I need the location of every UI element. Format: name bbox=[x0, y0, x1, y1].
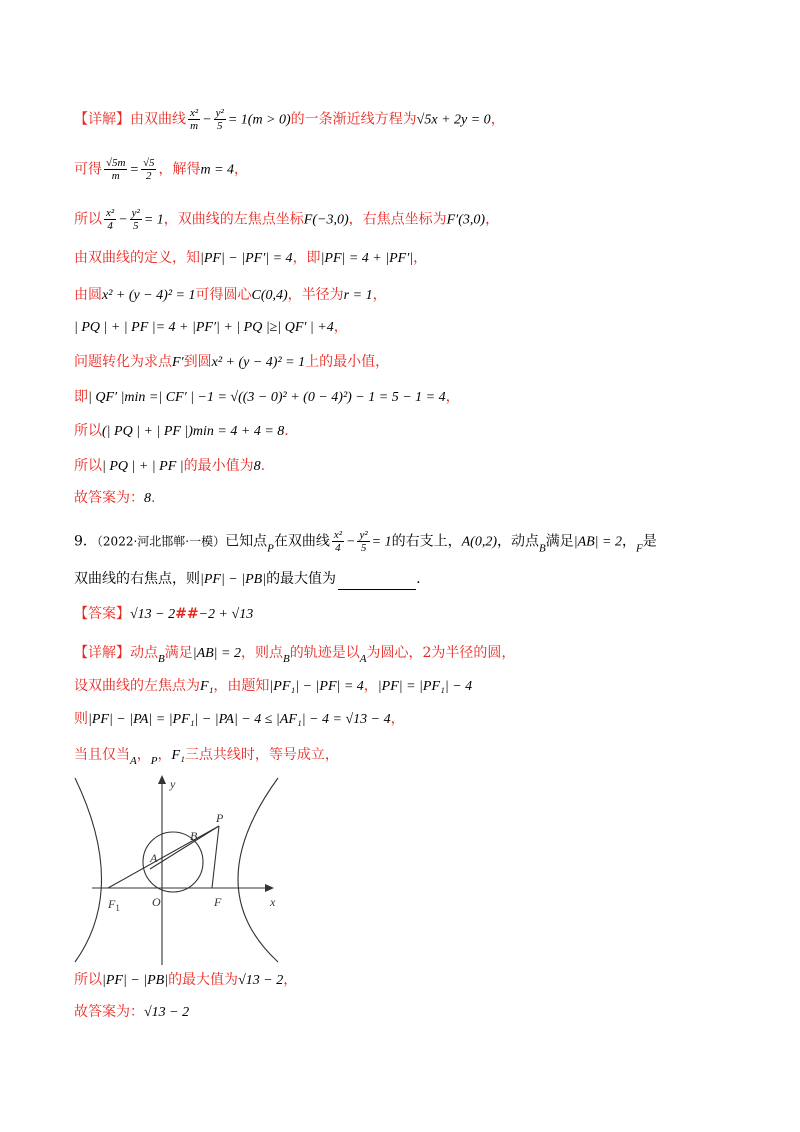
solution-line-5 bbox=[74, 285, 387, 306]
denominator: 4 bbox=[335, 542, 341, 554]
math: |PF| = |PF₁| − 4 bbox=[377, 679, 473, 694]
hyperbola-left-branch bbox=[75, 778, 102, 962]
answer-tag: 【答案】 bbox=[74, 606, 130, 622]
math: |PF₁| − |PF| = 4 bbox=[269, 679, 364, 694]
math: = 1 bbox=[143, 212, 164, 228]
label-F1 bbox=[107, 897, 120, 913]
text: ， bbox=[234, 161, 249, 178]
label-F1-subscript: 1 bbox=[115, 903, 120, 913]
math: = 1 bbox=[371, 534, 392, 550]
math: m = 4 bbox=[200, 162, 235, 178]
text: ， bbox=[485, 211, 500, 228]
denominator: 5 bbox=[216, 120, 223, 132]
fraction-x2-over-4 bbox=[104, 207, 116, 232]
text: ， bbox=[390, 711, 405, 727]
answer-separator: ## bbox=[175, 606, 199, 622]
math: P bbox=[150, 755, 158, 767]
text: ， bbox=[413, 250, 428, 266]
denominator: m bbox=[190, 120, 199, 132]
solution-line-2 bbox=[74, 157, 248, 182]
text: 问题转化为求点 bbox=[74, 354, 172, 370]
denominator: 2 bbox=[145, 170, 152, 182]
fraction-y2-over-5 bbox=[357, 529, 369, 554]
text: 的最大值为 bbox=[266, 571, 337, 587]
text: 由双曲线 bbox=[130, 111, 186, 128]
text: 满足 bbox=[164, 645, 193, 661]
hyperbola-right-branch bbox=[238, 778, 278, 962]
text: 即 bbox=[74, 389, 88, 405]
denominator: m bbox=[111, 170, 120, 182]
hyperbola-figure bbox=[70, 770, 285, 970]
math: | PQ | + | PF | bbox=[102, 459, 184, 474]
math: √13 − 2 bbox=[144, 1005, 190, 1020]
numerator: x² bbox=[333, 529, 343, 541]
text: 为圆心，2为半径的圆， bbox=[366, 645, 516, 661]
math: |PF| − |PB| bbox=[200, 572, 267, 587]
detail-line-1 bbox=[74, 643, 515, 669]
text: 满足 bbox=[545, 533, 574, 550]
label-A: A bbox=[150, 851, 158, 865]
math: r = 1 bbox=[343, 288, 373, 303]
math: = bbox=[129, 162, 139, 178]
numerator: x² bbox=[106, 207, 115, 219]
label-P: P bbox=[216, 811, 224, 825]
text: ， bbox=[372, 287, 387, 303]
numerator: √5 bbox=[142, 157, 155, 169]
numerator: x² bbox=[190, 107, 199, 119]
text: ，即 bbox=[292, 250, 321, 266]
text: 的最大值为 bbox=[168, 972, 239, 988]
text: 由圆 bbox=[74, 287, 102, 303]
text: ，则点 bbox=[240, 645, 283, 661]
text: ，双曲线的左焦点坐标 bbox=[163, 211, 304, 228]
text: 上的最小值， bbox=[305, 354, 390, 370]
detail-line-3 bbox=[74, 709, 405, 730]
math: F′ bbox=[172, 355, 184, 370]
math: A bbox=[359, 653, 367, 665]
text: 可得 bbox=[74, 161, 102, 178]
segment-P-F bbox=[212, 826, 219, 888]
label-F1-letter: F bbox=[108, 897, 116, 911]
solution-line-11 bbox=[74, 488, 155, 509]
text: ， bbox=[490, 111, 505, 128]
math: F′(3,0) bbox=[446, 212, 486, 228]
question-number: 9． bbox=[74, 533, 97, 550]
label-F: F bbox=[214, 895, 222, 909]
text: 当且仅当 bbox=[74, 747, 130, 763]
denominator: 5 bbox=[360, 542, 367, 554]
answer-line bbox=[74, 604, 253, 625]
text: ， bbox=[136, 747, 151, 763]
fraction-x2-over-m bbox=[188, 107, 200, 132]
math: A(0,2) bbox=[461, 534, 497, 550]
math: (| PQ | + | PF |)min = 4 + 4 = 8 bbox=[102, 424, 285, 439]
text: ，解得 bbox=[158, 161, 201, 178]
math: B bbox=[539, 542, 546, 555]
text: 的右支上， bbox=[391, 533, 462, 550]
solution-line-1: 【详解】由双曲线 $\frac{\text{x²}}{m}$ − $\frac{\text{y²}}{5}$ = 1(m > 0)的一条渐近线方程为√5x + 2y = 0， bbox=[74, 107, 505, 132]
text: 的最小值为 bbox=[183, 458, 254, 474]
text: 到圆 bbox=[183, 354, 212, 370]
denominator: 5 bbox=[132, 220, 139, 232]
solution-line-6 bbox=[74, 317, 348, 338]
y-axis-arrow bbox=[158, 775, 166, 784]
text: 动点 bbox=[130, 645, 158, 661]
text: 故答案为： bbox=[74, 1004, 144, 1020]
text: ，由题知 bbox=[213, 678, 270, 694]
text: ， bbox=[333, 319, 348, 335]
math: C(0,4) bbox=[251, 288, 288, 303]
solution-line-8 bbox=[74, 387, 460, 408]
math: 8 bbox=[253, 459, 261, 474]
text: ， bbox=[621, 533, 636, 550]
text: 在双曲线 bbox=[273, 533, 330, 550]
text: 的轨迹是以 bbox=[289, 645, 360, 661]
math: 8 bbox=[144, 491, 151, 506]
fraction-sqrt5m-over-m bbox=[104, 157, 127, 182]
text: 可得圆心 bbox=[195, 287, 252, 303]
math: A bbox=[130, 755, 137, 767]
math: −2 + √13 bbox=[198, 607, 254, 622]
numerator: y² bbox=[359, 529, 368, 541]
fraction-sqrt5-over-2 bbox=[141, 157, 157, 182]
solution-line-7 bbox=[74, 352, 389, 373]
question-source: （2022·河北邯郸·一模） bbox=[96, 534, 226, 549]
text: 三点共线时，等号成立， bbox=[184, 747, 339, 763]
math: B bbox=[282, 653, 290, 665]
text: . bbox=[151, 490, 156, 506]
math: x² + (y − 4)² = 1 bbox=[211, 355, 306, 370]
label-B: B bbox=[190, 829, 198, 843]
math: √13 − 2 bbox=[130, 607, 176, 622]
text: 故答案为： bbox=[74, 490, 144, 506]
solution-line-9 bbox=[74, 421, 289, 442]
text: 已知点 bbox=[225, 533, 268, 550]
solution-line-3: 所以 $\frac{\text{x²}}{4}$ − $\frac{\text{y²}}{5}$ = 1，双曲线的左焦点坐标F(−3,0)，右焦点坐标为F′(3,0)， bbox=[74, 207, 500, 232]
problem-9-line-1: 9．（2022·河北邯郸·一模）已知点$_P$在双曲线 $\frac{\text{x²}}{4}$ − $\frac{\text{y²}}{5}$ = 1的右支上，A(0,2)，动点$_B$满足|AB| = 2，$_F$是 bbox=[74, 529, 657, 555]
label-x: x bbox=[270, 895, 276, 909]
text: 所以 bbox=[74, 211, 102, 228]
text: ， bbox=[157, 747, 172, 763]
label-y: y bbox=[170, 777, 176, 791]
fraction-y2-over-5 bbox=[130, 207, 142, 232]
math: B bbox=[158, 653, 165, 665]
math: |PF| − |PA| = |PF₁| − |PA| − 4 ≤ |AF₁| − 4 = √13 − 4 bbox=[88, 712, 391, 727]
text: 的一条渐近线方程为 bbox=[290, 111, 417, 128]
math: F₁ bbox=[171, 748, 185, 763]
x-axis-arrow bbox=[265, 884, 274, 892]
problem-9-line-2 bbox=[74, 569, 421, 590]
text: 所以 bbox=[74, 458, 102, 474]
math: |AB| = 2 bbox=[573, 534, 622, 550]
fraction-x2-over-4 bbox=[332, 529, 344, 554]
text: 双曲线的右焦点，则 bbox=[74, 571, 200, 587]
math: = 1(m > 0) bbox=[227, 112, 291, 128]
text: 由双曲线的定义，知 bbox=[74, 250, 200, 266]
text: ，动点 bbox=[497, 533, 539, 550]
answer-blank bbox=[338, 575, 416, 590]
math: √5x + 2y = 0 bbox=[416, 112, 491, 128]
math: F₁ bbox=[200, 679, 214, 694]
math: | QF′ |min =| CF′ | −1 = √((3 − 0)² + (0 − 4)²) − 1 = 5 − 1 = 4 bbox=[88, 390, 446, 405]
detail-tag: 【详解】 bbox=[74, 645, 130, 661]
solution-line-10 bbox=[74, 456, 265, 477]
math: x² + (y − 4)² = 1 bbox=[102, 288, 196, 303]
label-O: O bbox=[152, 895, 161, 909]
detail-line-5 bbox=[74, 970, 297, 991]
detail-tag: 【详解】 bbox=[74, 111, 130, 128]
numerator: y² bbox=[131, 207, 140, 219]
text: ，右焦点坐标为 bbox=[348, 211, 447, 228]
numerator: y² bbox=[215, 107, 224, 119]
math: |PF| − |PF′| = 4 bbox=[200, 251, 293, 266]
math: | PQ | + | PF |= 4 + |PF′| + | PQ |≥| QF′ | +4 bbox=[74, 320, 334, 335]
detail-line-6 bbox=[74, 1002, 189, 1023]
text: . bbox=[284, 423, 289, 439]
segment-A-P bbox=[150, 826, 219, 869]
text: 则 bbox=[74, 711, 88, 727]
math: |PF| − |PB| bbox=[102, 973, 169, 988]
solution-line-4 bbox=[74, 248, 427, 269]
fraction-y2-over-5 bbox=[214, 107, 226, 132]
text: ， bbox=[283, 972, 298, 988]
numerator: √5m bbox=[106, 157, 126, 169]
math: |AB| = 2 bbox=[192, 646, 241, 661]
text: . bbox=[260, 458, 266, 474]
text: 设双曲线的左焦点为 bbox=[74, 678, 200, 694]
text: . bbox=[416, 571, 421, 587]
detail-line-2 bbox=[74, 676, 472, 697]
math: P bbox=[267, 542, 274, 555]
text: 所以 bbox=[74, 423, 102, 439]
math: F(−3,0) bbox=[303, 212, 349, 228]
text: ，半径为 bbox=[287, 287, 344, 303]
math: F bbox=[635, 542, 643, 555]
text: 是 bbox=[642, 533, 657, 550]
denominator: 4 bbox=[107, 220, 113, 232]
math: √13 − 2 bbox=[238, 973, 284, 988]
text: ， bbox=[445, 389, 460, 405]
detail-line-4 bbox=[74, 745, 339, 771]
text: ， bbox=[363, 678, 378, 694]
text: 所以 bbox=[74, 972, 102, 988]
math: |PF| = 4 + |PF′| bbox=[320, 251, 414, 266]
